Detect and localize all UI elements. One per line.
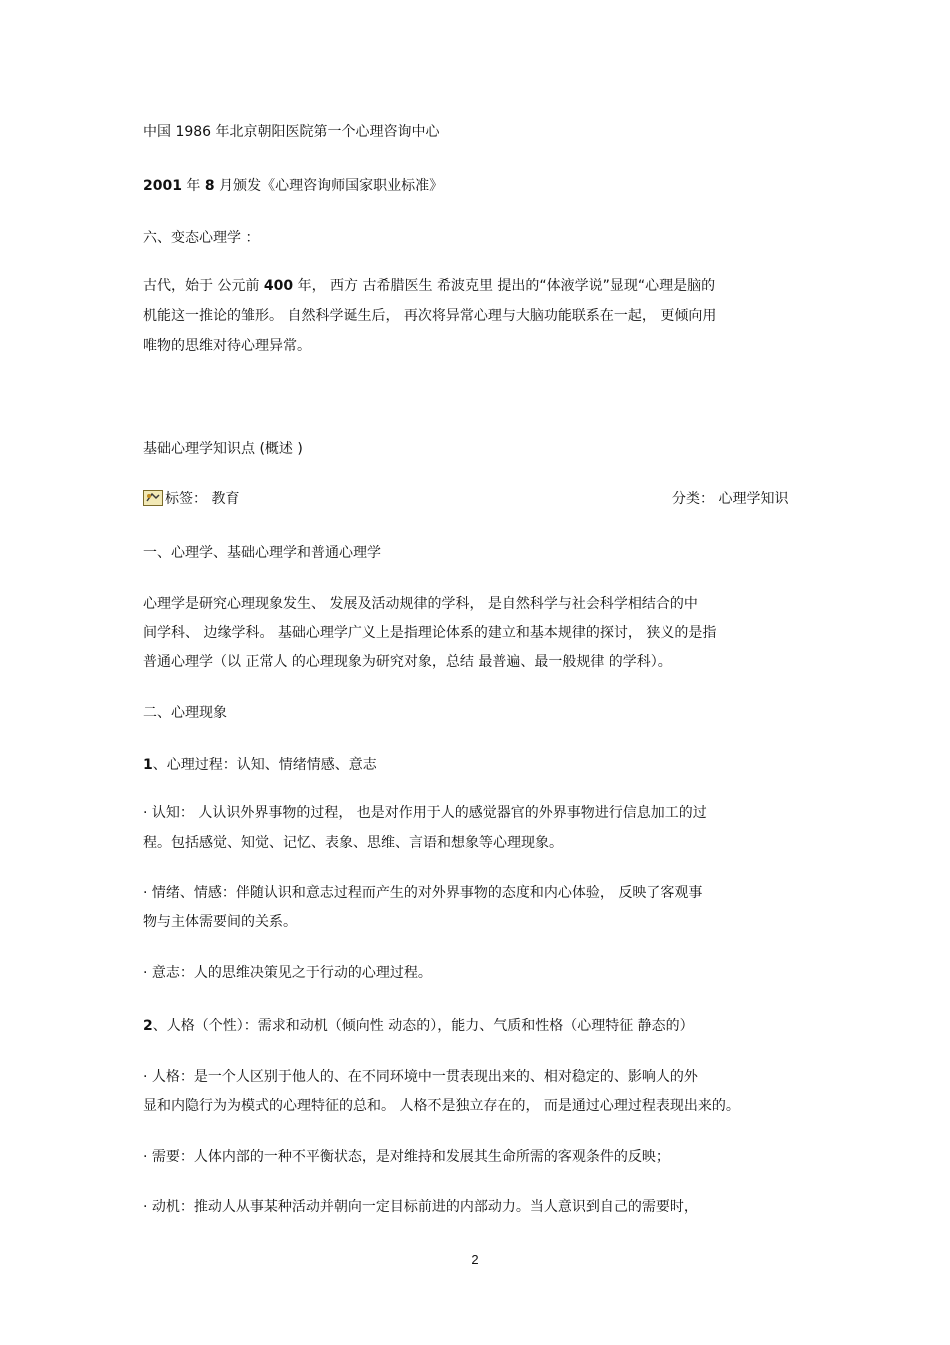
text-line: 普通心理学（以 正常人 的心理现象为研究对象，总结 最普遍、最一般规律 的学科）。 [143, 654, 672, 670]
tag-icon [143, 490, 163, 506]
text-line: · 需要：人体内部的一种不平衡状态，是对维持和发展其生命所需的客观条件的反映； [143, 1149, 670, 1165]
document-title: 基础心理学知识点 (概述 ) [143, 441, 303, 457]
meta-row [143, 489, 803, 509]
section-heading: 一、心理学、基础心理学和普通心理学 [143, 545, 381, 561]
text-line [143, 176, 443, 196]
text-line: · 情绪、情感：伴随认识和意志过程而产生的对外界事物的态度和内心体验， 反映了客观事 [143, 885, 703, 901]
bold-number: 2 [143, 1018, 153, 1034]
text-fragment: 、人格（个性）：需求和动机（倾向性 动态的），能力、气质和性格（心理特征 静态的） [152, 1018, 694, 1034]
bold-number: 400 [263, 278, 294, 294]
text-line [143, 755, 377, 775]
text-line: 物与主体需要间的关系。 [143, 914, 297, 930]
text-fragment: 古代，始于 公元前 [143, 278, 264, 294]
page-number: 2 [471, 1252, 479, 1267]
text-line [143, 276, 715, 296]
section-heading: 六、变态心理学 ： [143, 230, 260, 246]
text-fragment: 年 [181, 178, 205, 194]
text-fragment: 、心理过程：认知、情绪情感、意志 [152, 757, 377, 773]
text-fragment: 年， 西方 古希腊医生 希波克里 提出的“体液学说”显现“心理是脑的 [293, 278, 716, 294]
text-line: 间学科、 边缘学科。 基础心理学广义上是指理论体系的建立和基本规律的探讨， 狭义的是指 [143, 625, 717, 641]
text-line: 中国 1986 年北京朝阳医院第一个心理咨询中心 [143, 124, 440, 140]
text-line: · 人格：是一个人区别于他人的、在不同环境中一贯表现出来的、相对稳定的、影响人的外 [143, 1069, 698, 1085]
text-line: · 动机：推动人从事某种活动并朝向一定目标前进的内部动力。当人意识到自己的需要时， [143, 1199, 698, 1215]
text-line: 心理学是研究心理现象发生、 发展及活动规律的学科， 是自然科学与社会科学相结合的中 [143, 596, 698, 612]
category-label: 分类： 心理学知识 [672, 491, 789, 507]
bold-number: 2001 [143, 178, 182, 194]
text-line: 机能这一推论的雏形。 自然科学诞生后， 再次将异常心理与大脑功能联系在一起， 更倾向用 [143, 308, 717, 324]
text-line: 程。包括感觉、知觉、记忆、表象、思维、言语和想象等心理现象。 [143, 835, 563, 851]
bold-number: 1 [143, 757, 153, 773]
tag-label: 标签： 教育 [165, 491, 240, 507]
text-line: 唯物的思维对待心理异常。 [143, 338, 311, 354]
text-line [143, 1016, 694, 1036]
text-fragment: 月颁发《心理咨询师国家职业标准》 [214, 178, 444, 194]
section-heading: 二、心理现象 [143, 705, 227, 721]
text-line: 显和内隐行为为模式的心理特征的总和。 人格不是独立存在的， 而是通过心理过程表现出来的。 [143, 1098, 740, 1114]
bold-number: 8 [204, 178, 215, 194]
text-line: · 意志：人的思维决策见之于行动的心理过程。 [143, 965, 432, 981]
text-line: · 认知： 人认识外界事物的过程， 也是对作用于人的感觉器官的外界事物进行信息加工的过 [143, 805, 707, 821]
